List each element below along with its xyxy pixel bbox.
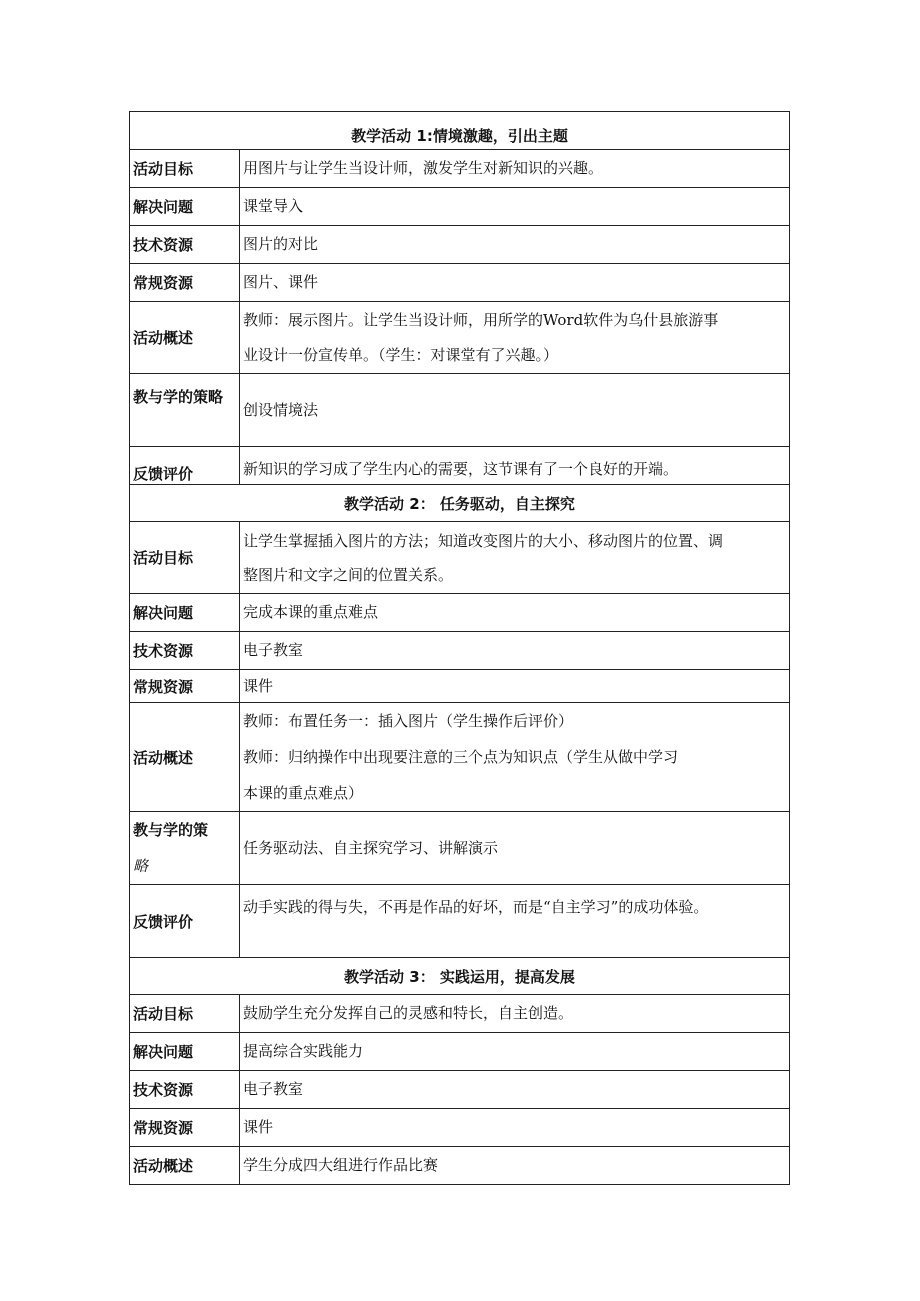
row-label: 技术资源 bbox=[130, 632, 240, 670]
section-title: 教学活动 2： 任务驱动，自主探究 bbox=[130, 485, 790, 522]
row-content: 教师：展示图片。让学生当设计师，用所学的Word软件为乌什县旅游事 业设计一份宣传单。（学生：对课堂有了兴趣。） bbox=[240, 302, 790, 374]
row-content: 用图片与让学生当设计师，激发学生对新知识的兴趣。 bbox=[240, 150, 790, 188]
row-content: 课堂导入 bbox=[240, 188, 790, 226]
row-label: 教与学的策 略 bbox=[130, 812, 240, 885]
row-content: 创设情境法 bbox=[240, 374, 790, 447]
row-content: 电子教室 bbox=[240, 632, 790, 670]
lesson-plan-table bbox=[129, 111, 790, 1185]
row-content: 图片的对比 bbox=[240, 226, 790, 264]
row-content: 完成本课的重点难点 bbox=[240, 594, 790, 632]
row-content: 让学生掌握插入图片的方法；知道改变图片的大小、移动图片的位置、调 整图片和文字之间的位置关系。 bbox=[240, 522, 790, 594]
row-content: 电子教室 bbox=[240, 1071, 790, 1109]
row-content: 课件 bbox=[240, 670, 790, 703]
row-content: 动手实践的得与失，不再是作品的好坏，而是“自主学习”的成功体验。 bbox=[240, 885, 790, 958]
section-title: 教学活动 3： 实践运用，提高发展 bbox=[130, 958, 790, 995]
row-content: 课件 bbox=[240, 1109, 790, 1147]
row-label: 活动概述 bbox=[130, 703, 240, 812]
row-label: 技术资源 bbox=[130, 226, 240, 264]
row-content: 提高综合实践能力 bbox=[240, 1033, 790, 1071]
row-content: 图片、课件 bbox=[240, 264, 790, 302]
row-label: 常规资源 bbox=[130, 670, 240, 703]
row-label: 活动目标 bbox=[130, 150, 240, 188]
row-content: 学生分成四大组进行作品比赛 bbox=[240, 1147, 790, 1185]
row-label: 反馈评价 bbox=[130, 885, 240, 958]
row-label: 活动目标 bbox=[130, 522, 240, 594]
row-label: 活动概述 bbox=[130, 1147, 240, 1185]
row-label: 活动概述 bbox=[130, 302, 240, 374]
row-label: 常规资源 bbox=[130, 1109, 240, 1147]
row-content: 任务驱动法、自主探究学习、讲解演示 bbox=[240, 812, 790, 885]
row-content: 教师：布置任务一：插入图片（学生操作后评价） 教师：归纳操作中出现要注意的三个点为知识点（学生从做中学习 本课的重点难点） bbox=[240, 703, 790, 812]
row-label: 常规资源 bbox=[130, 264, 240, 302]
section-title: 教学活动 1:情境激趣，引出主题 bbox=[130, 112, 790, 150]
row-label: 反馈评价 bbox=[130, 447, 240, 485]
row-label: 教与学的策略 bbox=[130, 374, 240, 447]
row-label: 解决问题 bbox=[130, 188, 240, 226]
row-content: 新知识的学习成了学生内心的需要，这节课有了一个良好的开端。 bbox=[240, 447, 790, 485]
row-label: 技术资源 bbox=[130, 1071, 240, 1109]
row-content: 鼓励学生充分发挥自己的灵感和特长，自主创造。 bbox=[240, 995, 790, 1033]
row-label: 活动目标 bbox=[130, 995, 240, 1033]
row-label: 解决问题 bbox=[130, 594, 240, 632]
row-label: 解决问题 bbox=[130, 1033, 240, 1071]
